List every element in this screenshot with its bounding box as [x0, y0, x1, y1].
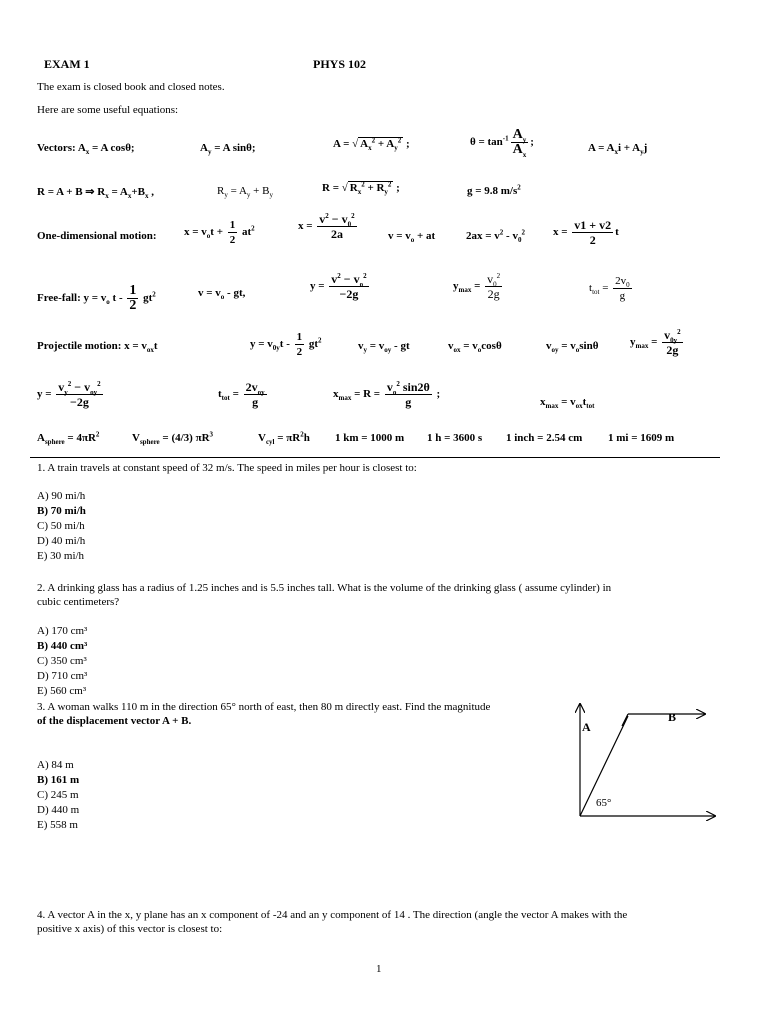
eq-vol-sphere: $V_{sphere} = (4/3)$ $\pi R^3$: [132, 430, 214, 447]
question-4-text: [37, 908, 627, 936]
eq-ry: $R_y = A_y + B_y$: [217, 185, 273, 200]
eq-km: 1 km = 1000 m: [335, 432, 405, 444]
question-4-line2: positive x axis) of this vector is closest to:: [37, 923, 223, 935]
eq-freefall-y: Free-fall: $y = v_o$ t - $\frac{1}{2}$ $gt^2$: [37, 283, 156, 313]
option[interactable]: E) 30 mi/h: [37, 550, 85, 562]
question-2-line2: cubic centimeters?: [37, 596, 120, 608]
eq-vol-cyl: $V_{cyl} = \pi R^2h$: [258, 430, 310, 447]
eq-theta: $\theta = \tan^{-1}$ $\frac{A_y}{A_x}$ ;: [470, 127, 534, 159]
question-2-line1: 2. A drinking glass has a radius of 1.25 inches and is 5.5 inches tall. What is the volume of the drinking glass ( assume cylinder) in: [37, 582, 612, 594]
eq-proj-range: $x_{max} = R$ = $\frac{v_o^2 \sin 2\theta}{g}$ ;: [333, 380, 441, 409]
exam-title: EXAM 1: [44, 57, 90, 71]
eq-mile: 1 mi = 1609 m: [608, 432, 675, 444]
eq-r-sum: R = A + B ⇒ $R_x = A_x+B_x$ ,: [37, 186, 154, 201]
option[interactable]: D) 710 cm³: [37, 670, 88, 682]
option[interactable]: E) 558 m: [37, 819, 78, 831]
option[interactable]: C) 50 mi/h: [37, 520, 85, 532]
question-1-options: [37, 489, 86, 564]
eq-magnitude: A = √ $A_x^2 + A_y^2$ ;: [333, 136, 410, 153]
eq-freefall-ymax: $y_{max}$ = $\frac{v_0^2}{2g}$: [453, 272, 501, 301]
eq-proj-x: Projectile motion: $x = v_{ox}t$: [37, 340, 158, 355]
option[interactable]: A) 90 mi/h: [37, 490, 86, 502]
eq-hour: 1 h = 3600 s: [427, 432, 483, 444]
eq-inch: 1 inch = 2.54 cm: [506, 432, 583, 444]
eq-area-sphere: $A_{sphere} = 4\pi R^2$: [37, 430, 100, 447]
eq-1d-avg: x = $\frac{v1 + v2}{2}$ t: [553, 218, 619, 247]
question-3-line2: of the displacement vector A + B.: [37, 715, 192, 727]
question-3-options: [37, 758, 79, 833]
option[interactable]: D) 40 mi/h: [37, 535, 86, 547]
eq-proj-ymax: $y_{max}$ = $\frac{v_{0y}^2}{2g}$: [630, 328, 681, 357]
eq-proj-y: $y = v_{0y}t$ - $\frac{1}{2}$ $gt^2$: [250, 331, 322, 358]
option[interactable]: E) 560 cm³: [37, 685, 87, 697]
eq-proj-xmax: $x_{max} = v_{ox}t_{tot}$: [540, 396, 595, 411]
eq-1d-label: One-dimensional motion:: [37, 230, 157, 242]
vector-a-arrowhead: [622, 714, 628, 726]
angle-label: 65°: [596, 797, 612, 809]
eq-unit-vector: $A = A_xi + A_yj$: [588, 142, 648, 157]
question-3-line1: 3. A woman walks 110 m in the direction 65° north of east, then 80 m directly east. Find the magnitude: [37, 701, 491, 713]
eq-vectors-ax: Vectors: $A_x = A$ cosθ;: [37, 142, 135, 157]
eq-proj-ttot: $t_{tot}$ = $\frac{2v_{oy}}{g}$: [218, 380, 265, 409]
eq-freefall-v: $v = v_o$ - gt,: [198, 287, 246, 302]
option[interactable]: D) 440 m: [37, 804, 80, 816]
question-2-text: [37, 581, 611, 609]
vector-diagram: [560, 698, 730, 828]
option[interactable]: A) 84 m: [37, 759, 74, 771]
eq-1d-x: $x = v_ot$ + $\frac{1}{2}$ $at^2$: [184, 219, 255, 246]
course-title: PHYS 102: [313, 57, 367, 71]
option-answer[interactable]: B) 440 cm³: [37, 640, 88, 652]
label-a: A: [582, 720, 591, 734]
eq-1d-x2: x = $\frac{v^2 - v_0^2}{2a}$: [298, 212, 355, 241]
eq-proj-vy: $v_y = v_{oy}$ - gt: [358, 340, 410, 355]
question-1-text: 1. A train travels at constant speed of 32 m/s. The speed in miles per hour is closest to:: [37, 462, 417, 474]
eq-gravity: g = 9.8 $m/s^2$: [467, 183, 521, 197]
question-4-line1: 4. A vector A in the x, y plane has an x component of -24 and an y component of 14 . The direction (angle the vector A makes with the: [37, 909, 628, 921]
question-2-options: [37, 624, 87, 699]
intro-text: Here are some useful equations:: [37, 104, 179, 116]
eq-proj-y2: y = $\frac{v_y^2 - v_{oy}^2}{-2g}$: [37, 380, 101, 409]
eq-proj-vox: $v_{ox} = v_o\cos\theta$: [448, 340, 502, 355]
option[interactable]: A) 170 cm³: [37, 625, 88, 637]
option[interactable]: C) 350 cm³: [37, 655, 87, 667]
option[interactable]: C) 245 m: [37, 789, 79, 801]
eq-r-magnitude: R = √ $R_x^2 + R_y^2$ ;: [322, 180, 400, 197]
eq-freefall-y2: y = $\frac{v^2 - v_o^2}{-2g}$: [310, 272, 367, 301]
eq-proj-voy: $v_{oy} = v_o\sin\theta$: [546, 340, 599, 355]
eq-1d-v: $v = v_o$ + at: [388, 230, 436, 245]
eq-ay: $A_y = A$ sinθ;: [200, 142, 256, 157]
label-b: B: [668, 710, 677, 724]
page-number: 1: [376, 963, 382, 975]
eq-1d-2ax: $2ax = v^2 - v_0^2$: [466, 228, 525, 245]
instructions: The exam is closed book and closed notes.: [37, 81, 225, 93]
eq-freefall-ttot: $t_{tot}$ = $\frac{2v_0}{g}$: [589, 275, 630, 302]
question-3-text: [37, 700, 490, 728]
option-answer[interactable]: B) 70 mi/h: [37, 505, 86, 517]
divider: [30, 457, 720, 458]
option-answer[interactable]: B) 161 m: [37, 774, 80, 786]
